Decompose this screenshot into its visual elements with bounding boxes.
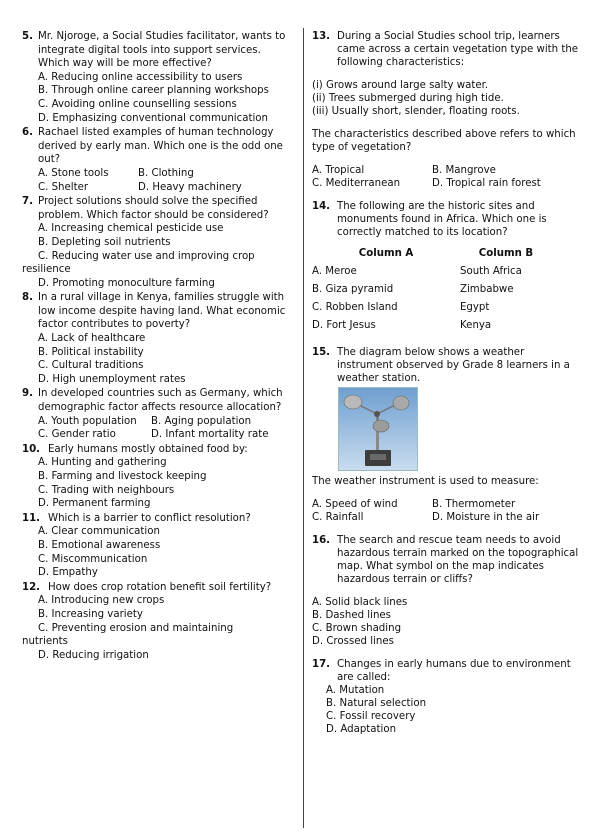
question-8 [22, 291, 294, 386]
site-cell: B. Giza pyramid [312, 284, 394, 295]
option-c[interactable]: C. Shelter [38, 181, 89, 193]
question-number: 12. [22, 581, 41, 593]
option-d[interactable]: D. Emphasizing conventional communication [38, 112, 268, 124]
question-number: 16. [312, 535, 331, 546]
question-number: 13. [312, 31, 331, 42]
question-follow-up: The weather instrument is used to measure: [312, 476, 539, 487]
question-number: 8. [22, 292, 33, 304]
option-c[interactable]: C. Gender ratio [38, 429, 116, 441]
option-d[interactable]: D. Adaptation [326, 724, 397, 735]
characteristic-2: (ii) Trees submerged during high tide. [312, 93, 504, 104]
option-c[interactable]: C. Reducing water use and improving crop [38, 250, 255, 262]
option-b[interactable]: B. Political instability [38, 346, 144, 358]
option-c[interactable]: C. Brown shading [312, 623, 402, 634]
question-stem: Changes in early humans due to environment are called: [337, 659, 571, 683]
question-number: 14. [312, 201, 331, 212]
option-a[interactable]: A. Increasing chemical pesticide use [38, 223, 224, 235]
location-cell: Zimbabwe [460, 284, 514, 295]
option-a[interactable]: A. Youth population [38, 415, 137, 427]
question-stem: In a rural village in Kenya, families struggle with low income despite having land. What economic factor contributes to poverty? [38, 292, 286, 331]
question-16 [312, 534, 580, 648]
site-cell: D. Fort Jesus [312, 320, 376, 331]
question-number: 11. [22, 512, 41, 524]
option-d[interactable]: D. Promoting monoculture farming [38, 277, 215, 289]
question-14 [312, 200, 580, 336]
option-b[interactable]: B. Farming and livestock keeping [38, 471, 207, 482]
table-row[interactable] [312, 264, 552, 282]
question-number: 17. [312, 659, 331, 670]
option-c-continued: nutrients [22, 636, 68, 648]
option-b[interactable]: B. Increasing variety [38, 608, 143, 620]
option-c[interactable]: C. Miscommunication [38, 553, 148, 565]
question-6 [22, 126, 294, 194]
column-b-header: Column B [478, 248, 534, 259]
question-number: 7. [22, 196, 33, 208]
anemometer-image [338, 387, 418, 471]
question-number: 9. [22, 388, 33, 400]
option-d[interactable]: D. Moisture in the air [432, 512, 540, 523]
question-stem: The search and rescue team needs to avoid hazardous terrain marked on the topographical map. What symbol on the map indicates hazardous terrain or cliffs? [337, 535, 579, 585]
question-17 [312, 658, 580, 736]
option-a[interactable]: A. Introducing new crops [38, 595, 165, 607]
question-11 [22, 512, 294, 580]
option-d[interactable]: D. Empathy [38, 567, 98, 579]
option-c[interactable]: C. Trading with neighbours [38, 484, 175, 496]
left-column [22, 30, 294, 663]
option-c[interactable]: C. Fossil recovery [326, 711, 416, 722]
question-number: 10. [22, 443, 41, 455]
option-b[interactable]: B. Aging population [151, 415, 252, 427]
sites-table [312, 245, 552, 336]
option-c[interactable]: C. Avoiding online counselling sessions [38, 98, 237, 110]
question-stem: Early humans mostly obtained food by: [48, 443, 248, 455]
option-a[interactable]: A. Solid black lines [312, 597, 408, 608]
option-a[interactable]: A. Mutation [326, 685, 385, 696]
question-follow-up: The characteristics described above refers to which type of vegetation? [312, 129, 576, 153]
option-b[interactable]: B. Through online career planning workshops [38, 85, 269, 97]
question-13 [312, 30, 580, 190]
option-d[interactable]: D. Permanent farming [38, 498, 151, 510]
option-c-continued: resilience [22, 264, 71, 276]
question-stem: Rachael listed examples of human technology derived by early man. Which one is the odd one out? [38, 127, 283, 166]
question-7 [22, 195, 294, 290]
option-c[interactable]: C. Rainfall [312, 512, 364, 523]
question-9 [22, 387, 294, 441]
option-b[interactable]: B. Thermometer [432, 499, 516, 510]
question-number: 15. [312, 347, 331, 358]
column-a-header: Column A [358, 248, 414, 259]
option-c[interactable]: C. Preventing erosion and maintaining [38, 622, 234, 634]
question-12 [22, 581, 294, 663]
option-a[interactable]: A. Clear communication [38, 526, 160, 538]
column-divider [303, 28, 304, 828]
characteristic-1: (i) Grows around large salty water. [312, 80, 489, 91]
option-b[interactable]: B. Depleting soil nutrients [38, 236, 171, 248]
table-row[interactable] [312, 282, 552, 300]
option-a[interactable]: A. Lack of healthcare [38, 333, 146, 345]
option-d[interactable]: D. High unemployment rates [38, 373, 186, 385]
location-cell: Kenya [460, 320, 492, 331]
option-d[interactable]: D. Reducing irrigation [38, 649, 149, 661]
option-c[interactable]: C. Mediterranean [312, 178, 401, 189]
table-row[interactable] [312, 318, 552, 336]
option-d[interactable]: D. Infant mortality rate [151, 429, 269, 441]
question-number: 5. [22, 31, 33, 42]
question-stem: In developed countries such as Germany, which demographic factor affects resource allocation? [38, 388, 283, 414]
location-cell: Egypt [460, 302, 490, 313]
question-stem: Project solutions should solve the specified problem. Which factor should be considered? [38, 196, 269, 221]
option-b[interactable]: B. Emotional awareness [38, 539, 161, 551]
characteristic-3: (iii) Usually short, slender, floating roots. [312, 106, 520, 117]
option-a[interactable]: A. Speed of wind [312, 499, 398, 510]
question-stem: The diagram below shows a weather instrument observed by Grade 8 learners in a weather station. [337, 347, 570, 384]
question-number: 6. [22, 127, 33, 139]
right-column [312, 30, 580, 736]
question-15 [312, 346, 580, 524]
option-d[interactable]: D. Crossed lines [312, 636, 394, 647]
option-d[interactable]: D. Tropical rain forest [432, 178, 541, 189]
question-10 [22, 443, 294, 511]
site-cell: C. Robben Island [312, 302, 398, 313]
option-d[interactable]: D. Heavy machinery [138, 181, 242, 193]
question-stem: How does crop rotation benefit soil fertility? [48, 581, 272, 593]
question-stem: Which is a barrier to conflict resolution? [48, 512, 251, 524]
option-c[interactable]: C. Cultural traditions [38, 360, 144, 372]
location-cell: South Africa [460, 266, 522, 277]
option-a[interactable]: A. Hunting and gathering [38, 457, 167, 469]
option-b[interactable]: B. Natural selection [326, 698, 427, 709]
option-a[interactable]: A. Reducing online accessibility to users [38, 71, 243, 83]
option-a[interactable]: A. Tropical [312, 165, 365, 176]
option-b[interactable]: B. Clothing [138, 167, 194, 179]
site-cell: A. Meroe [312, 266, 357, 277]
question-stem: During a Social Studies school trip, learners came across a certain vegetation type with the following characteristics: [337, 31, 579, 68]
option-b[interactable]: B. Dashed lines [312, 610, 391, 621]
table-row[interactable] [312, 300, 552, 318]
option-b[interactable]: B. Mangrove [432, 165, 496, 176]
question-stem: The following are the historic sites and monuments found in Africa. Which one is correctly matched to its location? [337, 201, 547, 238]
question-5 [22, 30, 294, 125]
question-stem: Mr. Njoroge, a Social Studies facilitator, wants to integrate digital tools into support services. Which way will be more effective? [38, 31, 286, 70]
option-a[interactable]: A. Stone tools [38, 167, 109, 179]
